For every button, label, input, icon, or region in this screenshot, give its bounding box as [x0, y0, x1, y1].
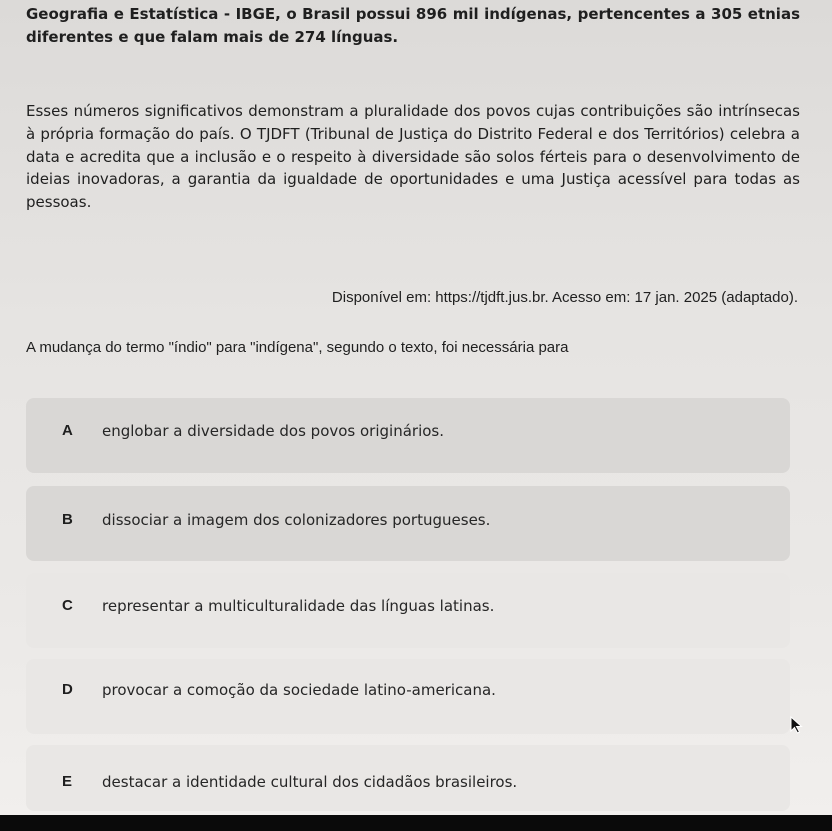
answer-option-a[interactable]: [26, 398, 790, 473]
passage-paragraph-1: Geografia e Estatística - IBGE, o Brasil possui 896 mil indígenas, pertencentes a 305 etnias diferentes e que falam mais de 274 línguas.: [26, 5, 800, 46]
option-letter: D: [62, 681, 73, 698]
answer-option-b[interactable]: [26, 486, 790, 561]
option-text: dissociar a imagem dos colonizadores portugueses.: [102, 511, 491, 529]
option-letter: A: [62, 422, 73, 439]
passage-source: Disponível em: https://tjdft.jus.br. Acesso em: 17 jan. 2025 (adaptado).: [331, 289, 798, 306]
option-letter: C: [62, 597, 73, 614]
answer-option-d[interactable]: [26, 659, 790, 734]
option-text: representar a multiculturalidade das línguas latinas.: [102, 597, 495, 615]
mouse-pointer-icon: [790, 716, 804, 734]
option-text: englobar a diversidade dos povos originários.: [102, 422, 444, 440]
answer-option-e[interactable]: [26, 745, 790, 811]
option-text: destacar a identidade cultural dos cidadãos brasileiros.: [102, 773, 518, 791]
passage-paragraph-2: Esses números significativos demonstram a pluralidade dos povos cujas contribuições são intrínsecas à própria formação do país. O TJDFT (Tribunal de Justiça do Distrito Federal e dos Territórios) celebra a data e acredita que a inclusão e o respeito à diversidade são solos férteis para o desenvolvimento de ideias inovadoras, a garantia da igualdade de oportunidades e uma Justiça acessível para todas as pessoas.: [26, 102, 800, 212]
option-text: provocar a comoção da sociedade latino-americana.: [102, 681, 496, 699]
screen-bezel: [0, 815, 832, 831]
answer-option-c[interactable]: [26, 573, 790, 648]
question-prompt: A mudança do termo "índio" para "indígena", segundo o texto, foi necessária para: [26, 339, 569, 356]
option-letter: B: [62, 511, 73, 528]
option-letter: E: [62, 773, 73, 790]
